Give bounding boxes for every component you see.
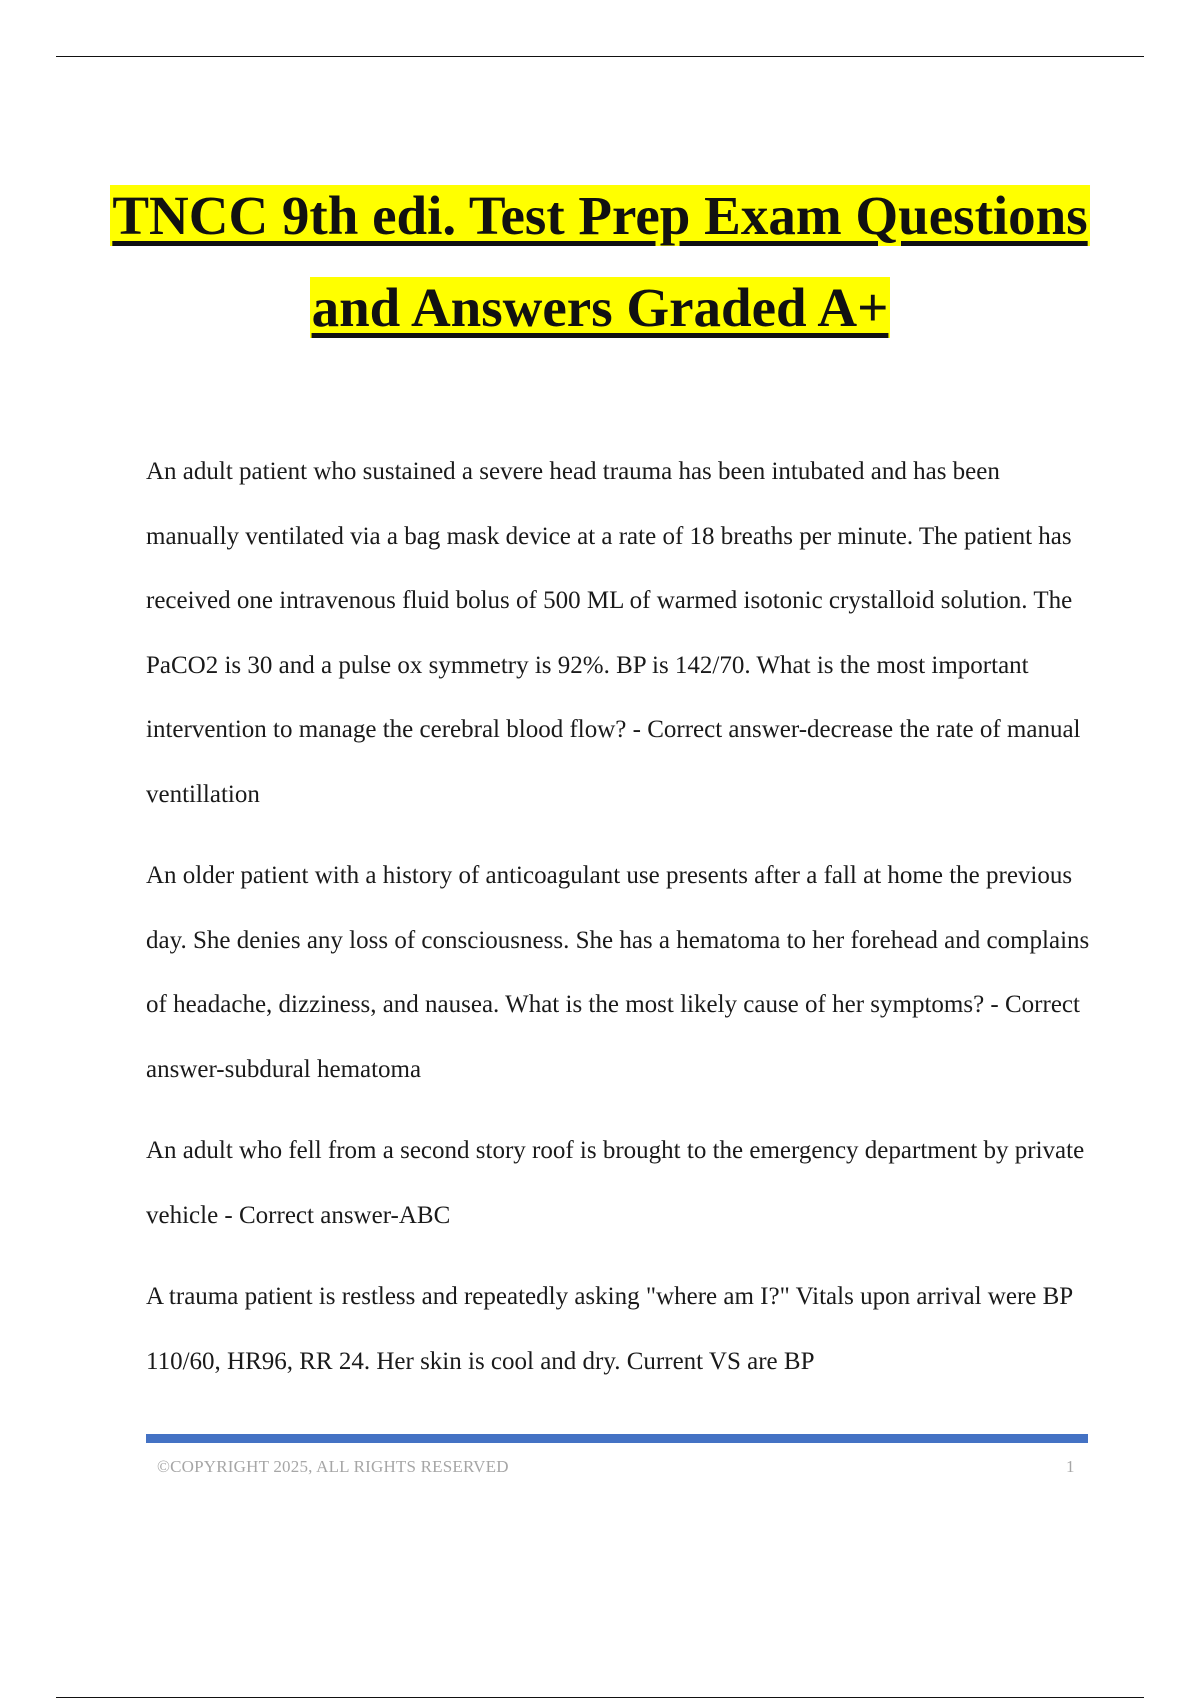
question-2: An older patient with a history of anticoagulant use presents after a fall at home the previous day. She denies any loss of consciousness. She has a hematoma to her forehead and complains of headache, dizziness, and nausea. What is the most likely cause of her symptoms? - Correct answer-subdural hematoma (146, 862, 1090, 1083)
title-line-1: TNCC 9th edi. Test Prep Exam Questions (112, 185, 1088, 246)
question-list (146, 440, 1090, 1411)
top-rule (56, 56, 1144, 57)
question-3: An adult who fell from a second story roof is brought to the emergency department by private vehicle - Correct answer-ABC (146, 1137, 1085, 1229)
bottom-rule (56, 1697, 1144, 1698)
document-title (60, 170, 1140, 354)
page-number: 1 (1066, 1457, 1075, 1476)
question-1: An adult patient who sustained a severe head trauma has been intubated and has been manually ventilated via a bag mask device at a rate of 18 breaths per minute. The patient has received one intravenous fluid bolus of 500 ML of warmed isotonic crystalloid solution. The PaCO2 is 30 and a pulse ox symmetry is 92%. BP is 142/70. What is the most important intervention to manage the cerebral blood flow? - Correct answer-decrease the rate of manual ventillation (146, 458, 1081, 808)
question-4: A trauma patient is restless and repeatedly asking "where am I?" Vitals upon arrival were BP 110/60, HR96, RR 24. Her skin is cool and dry. Current VS are BP (146, 1283, 1073, 1375)
footer-bar (146, 1434, 1088, 1443)
title-line-2: and Answers Graded A+ (311, 277, 889, 338)
footer-copyright: ©COPYRIGHT 2025, ALL RIGHTS RESERVED (157, 1457, 509, 1476)
